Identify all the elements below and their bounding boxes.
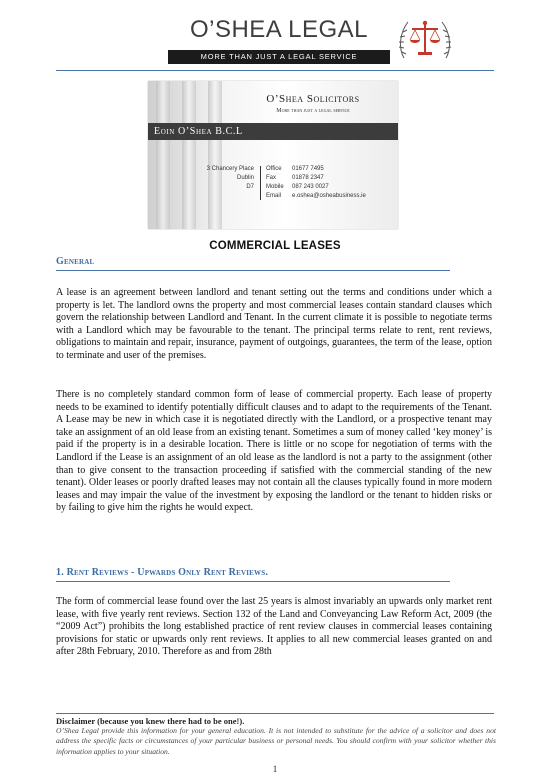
contact-value: e.oshea@osheabusiness.ie xyxy=(292,193,366,199)
scales-of-justice-logo-icon xyxy=(396,14,454,64)
card-firm-name: O’Shea Solicitors xyxy=(266,93,360,105)
pillar-decoration xyxy=(182,81,196,229)
brand-tagline: MORE THAN JUST A LEGAL SERVICE xyxy=(168,50,390,64)
document-title: COMMERCIAL LEASES xyxy=(209,240,341,252)
card-contacts xyxy=(266,165,366,201)
section-heading-general: General xyxy=(56,256,95,267)
footer-divider xyxy=(56,713,494,714)
contact-value: 087 243 0027 xyxy=(292,184,329,190)
contact-label: Fax xyxy=(266,175,277,181)
pillar-decoration xyxy=(208,81,222,229)
header-divider xyxy=(56,70,494,71)
contact-label: Mobile xyxy=(266,184,284,190)
business-card-image xyxy=(148,81,398,229)
address-line: D7 xyxy=(246,184,254,190)
pillar-decoration xyxy=(156,81,170,229)
card-separator xyxy=(260,166,261,200)
section-divider xyxy=(56,270,450,271)
page-number: 1 xyxy=(272,764,278,774)
disclaimer-text: O’Shea Legal provide this information for your general education. It is not intended to substitute for the advice of a solicitor and does not address the specific facts or circumstances of your particular business or personal needs. You should confirm with your solicitor whether this information applies to your situation. xyxy=(56,726,496,756)
card-person-name: Eoin O’Shea B.C.L xyxy=(154,126,243,137)
brand-title: O’SHEA LEGAL xyxy=(189,16,369,43)
address-line: Dublin xyxy=(236,175,254,181)
letterhead xyxy=(0,8,550,70)
address-line: 3 Chancery Place xyxy=(206,166,254,172)
paragraph-general-2: There is no completely standard common form of lease of commercial property. Each lease of property needs to be examined to identify potentially difficult clauses and to adapt to the requirements of the Tenant. A Lease may be new in which case it is negotiated directly with the Landlord, or a prospective tenant may take an assignment of an old lease from an existing tenant. Sometimes a sum of money called ‘key money’ is paid if the property is in a desirable location. There is little or no scope for negotiation of terms with the Landlord if the Lease is an assignment of an old lease as the landlord is not a party to the assignment (other than to give consent to the transaction proceeding if satisfied with the commercial standing of the new tenant). Older leases or poorly drafted leases may not contain all the clauses typically found in more modern leases and may impair the value of the investment by exposing the landlord or the tenant to hidden risks or by failing to give him the rights he would expect. xyxy=(56,389,492,514)
paragraph-general-1: A lease is an agreement between landlord and tenant setting out the terms and conditions under which a property is let. The landlord owns the property and most commercial leases contain standard clauses which govern the relationship between Landlord and Tenant. In the current climate it is possible to negotiate terms with a Landlord which may be favourable to the tenant. The principal terms relate to rent, rent reviews, obligations to maintain and repair, insurance, payment of outgoings, guarantees, the term of the lease, option to terminate and user of the premises. xyxy=(56,287,492,361)
disclaimer-title: Disclaimer (because you knew there had to be one!). xyxy=(56,716,245,726)
contact-label: Office xyxy=(266,166,282,172)
contact-label: Email xyxy=(266,193,282,199)
paragraph-rent-reviews-1: The form of commercial lease found over the last 25 years is almost invariably an upwards only market rent lease, with five yearly rent reviews. Section 132 of the Land and Conveyancing Law Reform Act, 2009 (the “2009 Act”) prohibits the long established practice of rent review clauses in commercial leases containing provisions for static or upwards only rent reviews. It applies to all new commercial leases granted on and after 28th February, 2010. Therefore as and from 28th xyxy=(56,596,492,658)
section-heading-rent-reviews: 1. Rent Reviews - Upwards Only Rent Reviews. xyxy=(56,567,269,578)
contact-value: 01878 2347 xyxy=(292,175,324,181)
card-tagline: More than just a legal service xyxy=(276,108,350,114)
card-address xyxy=(162,165,254,192)
contact-value: 01677 7495 xyxy=(292,166,324,172)
section-divider xyxy=(56,581,450,582)
